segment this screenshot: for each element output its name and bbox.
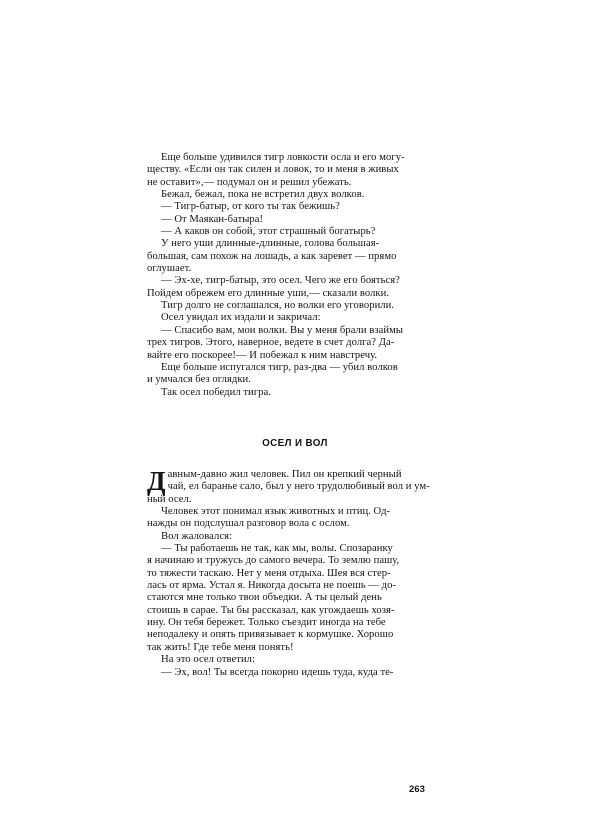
paragraph-line: стоишь в сарае. Ты бы рассказал, как угождаешь хозя- bbox=[147, 604, 395, 616]
paragraph-line: ину. Он тебя бережет. Только съездит иногда на тебе bbox=[147, 617, 386, 629]
paragraph-line: неподалеку и опять привязывает к кормушке. Хорошо bbox=[147, 629, 394, 641]
paragraph-line: так жить! Где тебе меня понять! bbox=[147, 641, 294, 653]
paragraph-line: ный осел. bbox=[147, 493, 192, 505]
paragraph-line: Еще больше удивился тигр ловкости осла и его могу- bbox=[161, 152, 405, 163]
paragraph-line: трех тигров. Этого, наверное, ведете в счет долга? Да- bbox=[147, 337, 395, 349]
story-ending-text bbox=[147, 152, 443, 399]
paragraph-line: оглушает. bbox=[147, 263, 192, 275]
paragraph-line: — Эх, вол! Ты всегда покорно идешь туда, куда те- bbox=[161, 666, 394, 678]
paragraph-line: вайте его поскорее!— И побежал к ним навстречу. bbox=[147, 349, 378, 361]
page-number: 263 bbox=[409, 784, 425, 795]
paragraph-line: Так осел победил тигра. bbox=[161, 386, 271, 398]
paragraph-line: нажды он подслушал разговор вола с ослом. bbox=[147, 518, 350, 530]
paragraph-line: Человек этот понимал язык животных и птиц. Од- bbox=[161, 506, 391, 518]
paragraph-line: У него уши длинные-длинные, голова большая- bbox=[161, 238, 380, 250]
paragraph-line: — Ты работаешь не так, как мы, волы. Спозаранку bbox=[161, 543, 393, 555]
paragraph-line: и умчался без оглядки. bbox=[147, 374, 251, 386]
paragraph-line: не оставит»,— подумал он и решил убежать. bbox=[147, 176, 352, 188]
paragraph-line: авным-давно жил человек. Пил он крепкий черный bbox=[167, 469, 402, 480]
paragraph-line: чай, ел баранье сало, был у него трудолюбивый вол и ум- bbox=[167, 481, 430, 493]
story-title: ОСЕЛ И ВОЛ bbox=[262, 438, 328, 449]
paragraph-line: Еще больше испугался тигр, раз-два — убил волков bbox=[161, 361, 398, 373]
paragraph-line: — От Маякан-батыра! bbox=[161, 213, 264, 225]
paragraph-line: я начинаю и тружусь до самого вечера. То землю пашу, bbox=[147, 555, 400, 567]
paragraph-line: стаются мне только твои объедки. А ты целый день bbox=[147, 592, 382, 604]
paragraph-line: большая, сам похож на лошадь, а как заревет — прямо bbox=[147, 250, 397, 262]
paragraph-line: Тигр долго не соглашался, но волки его уговорили. bbox=[161, 300, 395, 312]
first-paragraph bbox=[147, 466, 443, 496]
paragraph-line: Бежал, бежал, пока не встретил двух волков. bbox=[161, 189, 365, 201]
paragraph-line: — А каков он собой, этот страшный богатырь? bbox=[161, 226, 376, 238]
paragraph-line: Осел увидал их издали и закричал: bbox=[161, 312, 321, 324]
drop-cap: Д bbox=[147, 466, 166, 496]
paragraph-line: — Спасибо вам, мои волки. Вы у меня брали взаймы bbox=[161, 324, 403, 336]
paragraph-line: то тяжести таскаю. Нет у меня отдыха. Шея вся стер- bbox=[147, 567, 391, 579]
paragraph-line: ществу. «Если он так силен и ловок, то и меня в живых bbox=[147, 164, 399, 176]
paragraph-line: На это осел ответил: bbox=[161, 654, 255, 666]
story-text bbox=[147, 466, 443, 679]
paragraph-line: Вол жаловался: bbox=[161, 530, 233, 542]
paragraph-line: лась от ярма. Устал я. Никогда досыта не поешь — до- bbox=[147, 580, 397, 592]
paragraph-line: — Тигр-батыр, от кого ты так бежишь? bbox=[161, 201, 340, 213]
paragraph-line: — Эх-хе, тигр-батыр, это осел. Чего же его бояться? bbox=[161, 275, 400, 287]
paragraph-line: Пойдем обрежем его длинные уши,— сказали волки. bbox=[147, 287, 390, 299]
